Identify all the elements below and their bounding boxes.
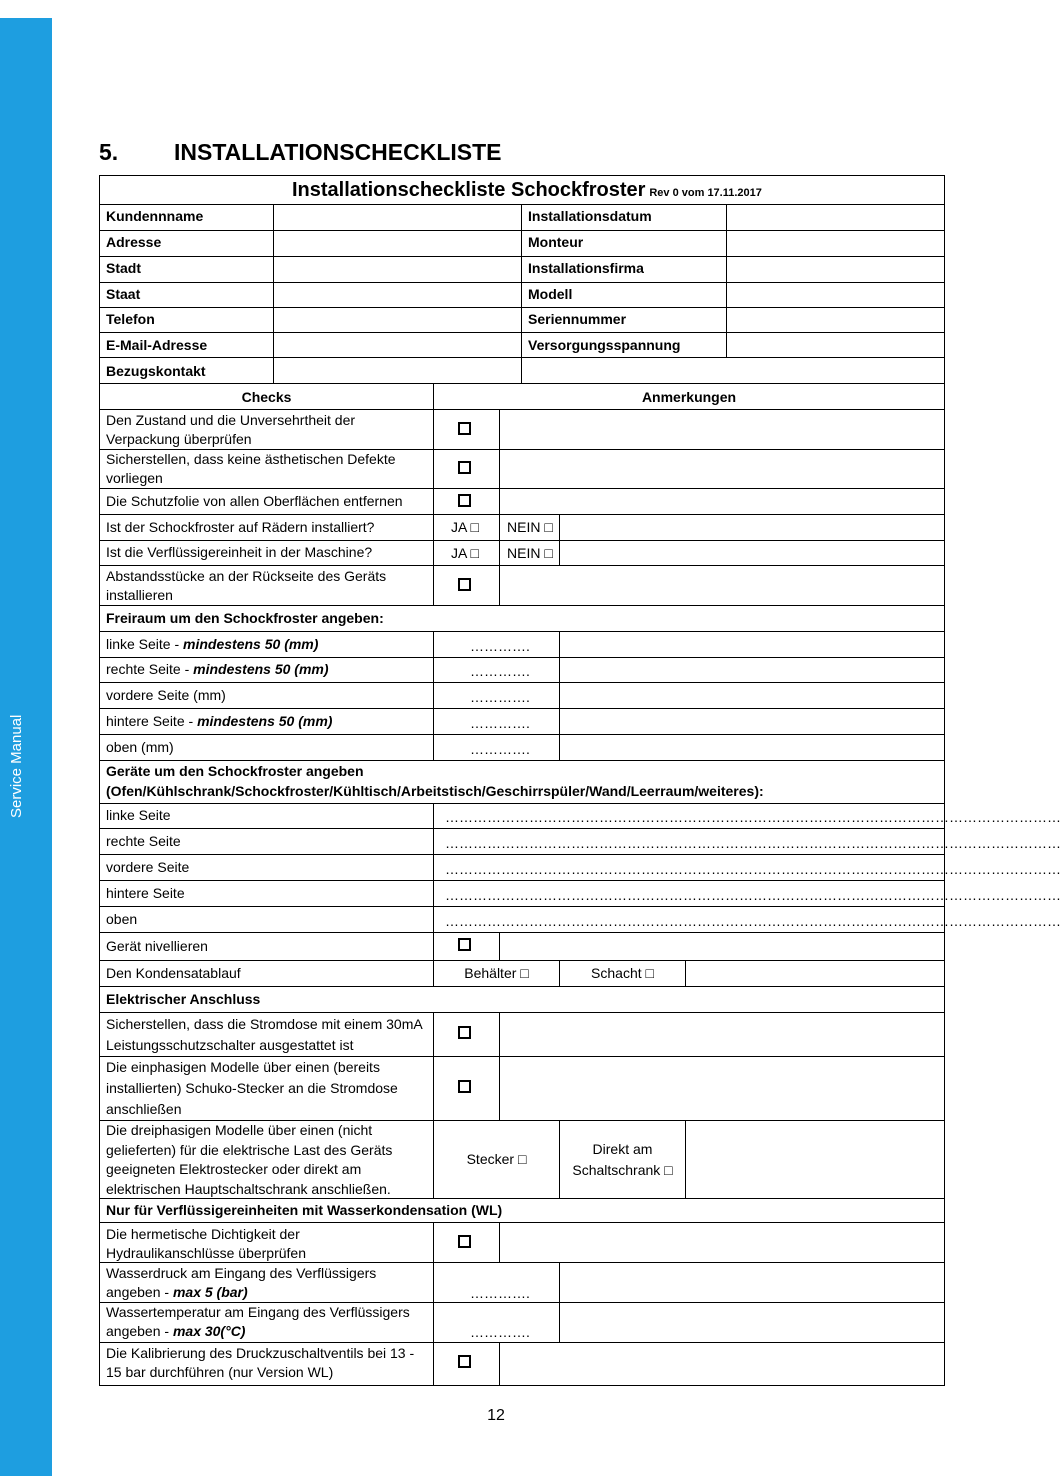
field-value-cell[interactable]: [273, 307, 522, 333]
clearance-back-value[interactable]: ………….: [470, 715, 530, 731]
clearance-right-value[interactable]: ………….: [470, 663, 530, 679]
field-value-cell[interactable]: [726, 204, 945, 231]
field-value-cell[interactable]: [726, 332, 945, 358]
notes-cell[interactable]: [559, 540, 945, 566]
label-voltage: Versorgungsspannung: [528, 337, 681, 353]
checks-header: Checks: [241, 389, 292, 405]
surrounding-left-label: linke Seite: [106, 807, 171, 823]
surrounding-front-label: vordere Seite: [106, 859, 190, 875]
field-value-cell[interactable]: [273, 357, 522, 384]
clearance-back-label: hintere Seite - mindestens 50 (mm): [106, 713, 333, 729]
notes-cell[interactable]: [499, 932, 945, 961]
notes-cell[interactable]: [499, 1012, 945, 1057]
label-install-company: Installationsfirma: [528, 260, 644, 276]
rcd-label: Sicherstellen, dass die Stromdose mit einem 30mA Leistungsschutzschalter ausgestattet ist: [106, 1016, 422, 1053]
plug-option[interactable]: Stecker □: [466, 1151, 527, 1167]
label-customer-name: Kundennname: [106, 208, 204, 224]
notes-cell[interactable]: [499, 565, 945, 606]
rcd-checkbox[interactable]: [458, 1026, 471, 1039]
clearance-front-label: vordere Seite (mm): [106, 687, 226, 703]
surrounding-top-label: oben: [106, 911, 138, 927]
form-revision: Rev 0 vom 17.11.2017: [649, 187, 762, 199]
notes-cell[interactable]: [559, 734, 945, 761]
section-heading: [99, 139, 502, 166]
notes-cell[interactable]: [685, 960, 945, 987]
label-address: Adresse: [106, 234, 162, 250]
label-model: Modell: [528, 286, 573, 302]
tightness-checkbox[interactable]: [458, 1235, 471, 1248]
notes-cell[interactable]: [559, 631, 945, 658]
field-value-cell[interactable]: [273, 282, 522, 308]
drain-label: Den Kondensatablauf: [106, 965, 241, 981]
section-title: INSTALLATIONSCHECKLISTE: [174, 139, 502, 165]
notes-cell[interactable]: [559, 657, 945, 683]
notes-cell[interactable]: [559, 682, 945, 709]
surrounding-header-line1: Geräte um den Schockfroster angeben: [106, 763, 364, 779]
field-value-cell[interactable]: [273, 204, 522, 231]
notes-header: Anmerkungen: [641, 389, 737, 405]
surrounding-back-value[interactable]: ……………………………………………………………………………………………………………………: [445, 887, 1061, 903]
clearance-top-value[interactable]: ………….: [470, 741, 530, 757]
form-title-text: Installationscheckliste Schockfroster: [292, 179, 646, 201]
single-phase-checkbox[interactable]: [458, 1080, 471, 1093]
clearance-right-label: rechte Seite - mindestens 50 (mm): [106, 661, 329, 677]
clearance-top-label: oben (mm): [106, 739, 174, 755]
notes-cell[interactable]: [499, 1342, 945, 1386]
temperature-label: Wassertemperatur am Eingang des Verflüssigers angeben - max 30(°C): [106, 1304, 410, 1339]
levelling-label: Gerät nivellieren: [106, 938, 208, 954]
notes-cell[interactable]: [499, 1222, 945, 1263]
calibration-checkbox[interactable]: [458, 1355, 471, 1368]
field-value-cell[interactable]: [726, 282, 945, 308]
check-film-label: Die Schutzfolie von allen Oberflächen entfernen: [106, 493, 403, 509]
label-phone: Telefon: [106, 311, 155, 327]
cabinet-option[interactable]: Direkt am Schaltschrank □: [572, 1141, 673, 1178]
three-phase-label: Die dreiphasigen Modelle über einen (nicht gelieferten) für die elektrische Last des Geräts geeigneten Elektrostecker oder direkt am elektrischen Hauptschaltschrank anschließen.: [106, 1122, 393, 1197]
field-value-cell[interactable]: [273, 256, 522, 283]
page-number: 12: [487, 1407, 505, 1424]
surrounding-back-label: hintere Seite: [106, 885, 185, 901]
drain-shaft-option[interactable]: Schacht □: [591, 965, 654, 981]
check-spacers-checkbox[interactable]: [458, 578, 471, 591]
electrical-header: Elektrischer Anschluss: [106, 991, 261, 1007]
label-serial: Seriennummer: [528, 311, 627, 327]
check-packaging-label: Den Zustand und die Unversehrtheit der Verpackung überprüfen: [106, 412, 356, 447]
notes-cell[interactable]: [499, 409, 945, 450]
sidebar-label: Service Manual: [8, 714, 25, 818]
check-spacers-label: Abstandsstücke an der Rückseite des Geräts installieren: [106, 568, 387, 603]
notes-cell[interactable]: [559, 708, 945, 735]
field-value-cell[interactable]: [726, 230, 945, 257]
label-state: Staat: [106, 286, 141, 302]
drain-container-option[interactable]: Behälter □: [464, 965, 529, 981]
temperature-value[interactable]: ………….: [470, 1324, 530, 1340]
notes-cell[interactable]: [499, 1056, 945, 1121]
notes-cell[interactable]: [499, 488, 945, 515]
clearance-header: Freiraum um den Schockfroster angeben:: [106, 610, 384, 626]
check-defects-label: Sicherstellen, dass keine ästhetischen Defekte vorliegen: [106, 451, 396, 486]
condenser-no-option[interactable]: NEIN □: [507, 545, 553, 561]
pressure-value[interactable]: ………….: [470, 1285, 530, 1301]
wheels-yes-option[interactable]: JA □: [451, 519, 479, 535]
surrounding-right-value[interactable]: ……………………………………………………………………………………………………………………: [445, 835, 1061, 851]
notes-cell[interactable]: [559, 1302, 945, 1343]
notes-cell[interactable]: [559, 514, 945, 541]
field-value-cell[interactable]: [273, 230, 522, 257]
wheels-no-option[interactable]: NEIN □: [507, 519, 553, 535]
clearance-left-value[interactable]: ………….: [470, 638, 530, 654]
label-city: Stadt: [106, 260, 141, 276]
label-contact: Bezugskontakt: [106, 363, 206, 379]
section-number: 5.: [99, 139, 119, 165]
field-value-cell[interactable]: [273, 332, 522, 358]
check-defects-checkbox[interactable]: [458, 461, 471, 474]
field-empty-cell: [521, 357, 945, 384]
check-wheels-label: Ist der Schockfroster auf Rädern installiert?: [106, 519, 375, 535]
notes-cell[interactable]: [685, 1120, 945, 1199]
levelling-checkbox[interactable]: [458, 938, 471, 951]
surrounding-top-value[interactable]: ……………………………………………………………………………………………………………………: [445, 913, 1061, 929]
surrounding-header-line2: (Ofen/Kühlschrank/Schockfroster/Kühltisch/Arbeitstisch/Geschirrspüler/Wand/Leerraum/weiteres):: [106, 783, 764, 799]
water-header: Nur für Verflüssigereinheiten mit Wasserkondensation (WL): [106, 1202, 503, 1218]
single-phase-label: Die einphasigen Modelle über einen (bereits installierten) Schuko-Stecker an die Stromdose anschließen: [106, 1059, 398, 1117]
field-value-cell[interactable]: [726, 307, 945, 333]
tightness-label: Die hermetische Dichtigkeit der Hydraulikanschlüsse überprüfen: [106, 1226, 306, 1261]
check-film-checkbox[interactable]: [458, 494, 471, 507]
label-install-date: Installationsdatum: [528, 208, 652, 224]
notes-cell[interactable]: [559, 1262, 945, 1303]
surrounding-front-value[interactable]: ……………………………………………………………………………………………………………………: [445, 861, 1061, 877]
clearance-front-value[interactable]: ………….: [470, 689, 530, 705]
notes-cell[interactable]: [499, 449, 945, 489]
surrounding-left-value[interactable]: ……………………………………………………………………………………………………………………: [445, 809, 1061, 825]
check-condenser-label: Ist die Verflüssigereinheit in der Maschine?: [106, 544, 373, 560]
form-title: [292, 178, 762, 205]
label-installer: Monteur: [528, 234, 584, 250]
field-value-cell[interactable]: [726, 256, 945, 283]
pressure-label: Wasserdruck am Eingang des Verflüssigers angeben - max 5 (bar): [106, 1265, 377, 1300]
check-packaging-checkbox[interactable]: [458, 422, 471, 435]
calibration-label: Die Kalibrierung des Druckzuschaltventils bei 13 - 15 bar durchführen (nur Version WL): [106, 1345, 415, 1380]
condenser-yes-option[interactable]: JA □: [451, 545, 479, 561]
label-email: E-Mail-Adresse: [106, 337, 208, 353]
surrounding-right-label: rechte Seite: [106, 833, 181, 849]
clearance-left-label: linke Seite - mindestens 50 (mm): [106, 636, 319, 652]
surrounding-row: [99, 906, 434, 933]
